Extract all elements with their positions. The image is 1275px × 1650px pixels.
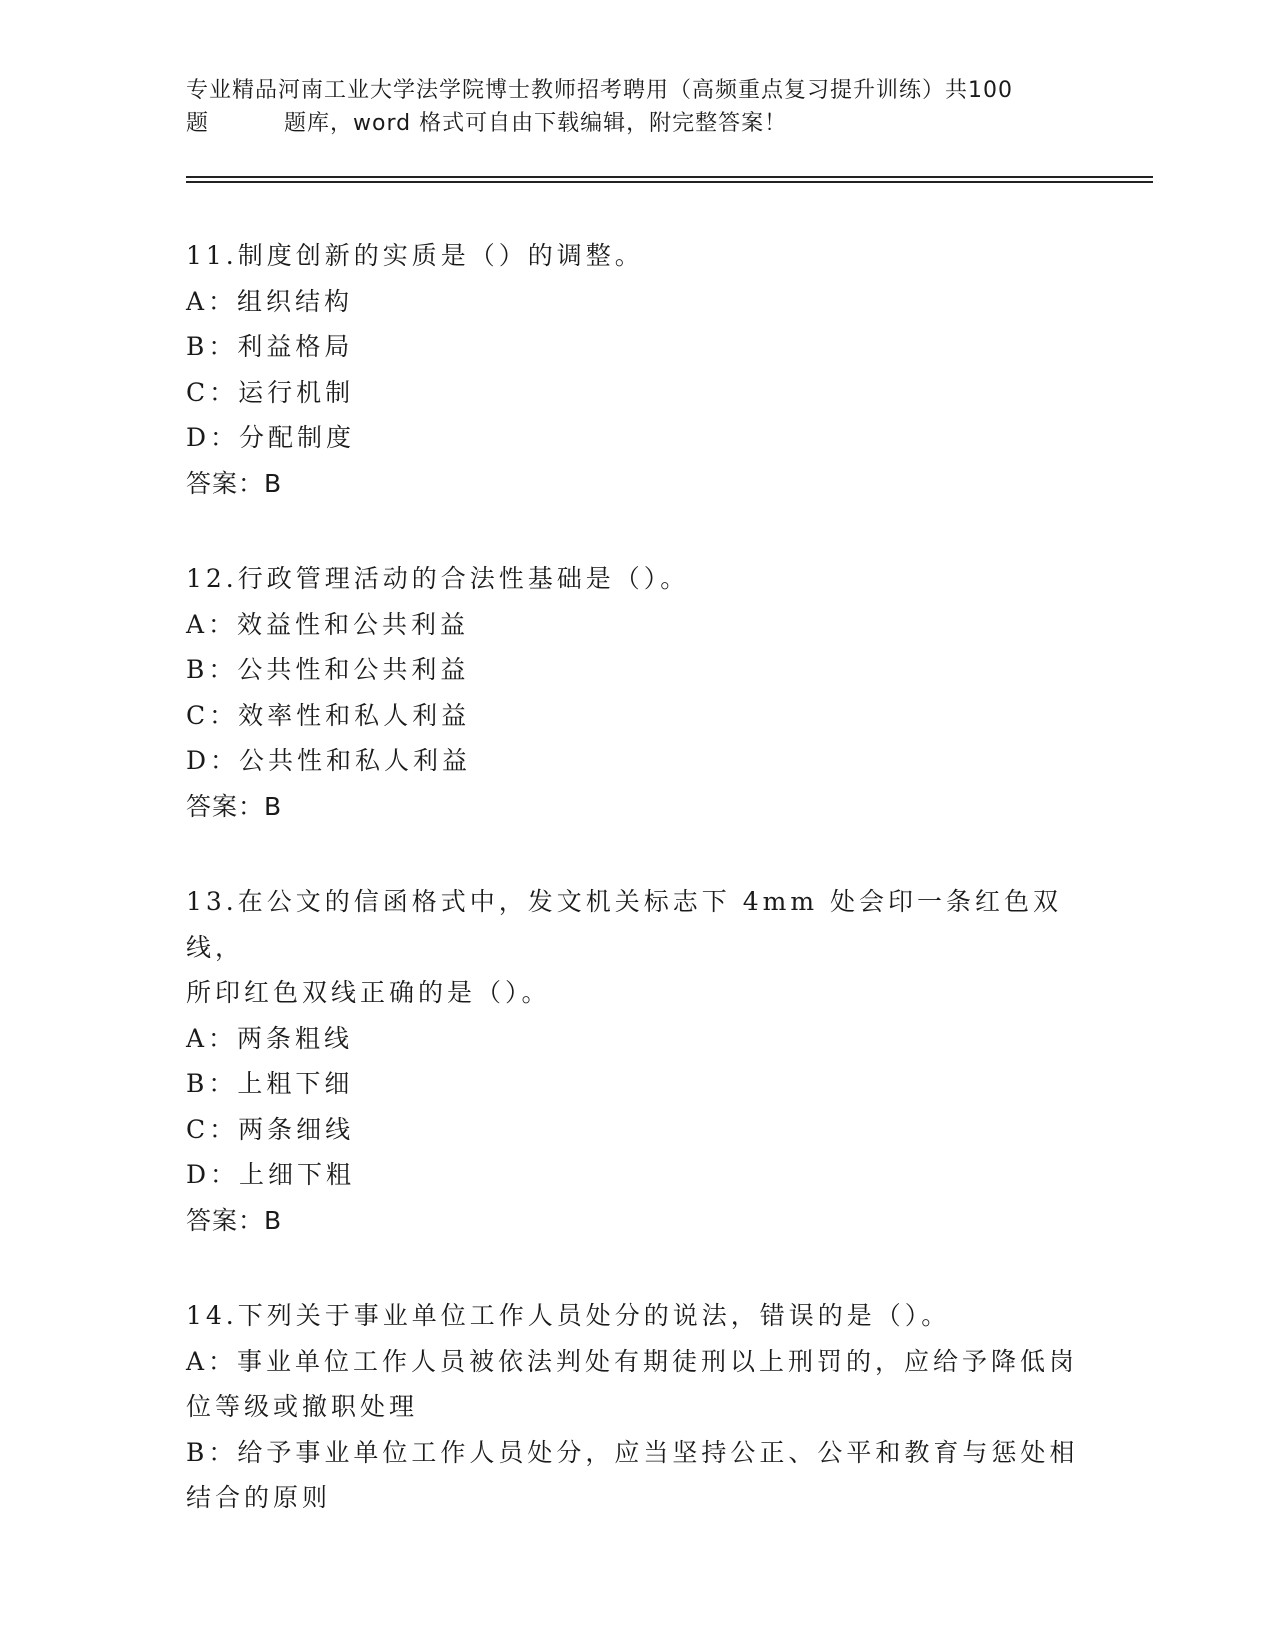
option-b-line2: 结合的原则 <box>186 1483 332 1512</box>
option-d: D：上细下粗 <box>186 1160 356 1189</box>
question-text-line2: 所印红色双线正确的是（）。 <box>186 978 551 1007</box>
option-b: B：上粗下细 <box>186 1069 354 1098</box>
question-11 <box>186 233 1086 506</box>
question-text-line1: 13.在公文的信函格式中，发文机关标志下 4mm 处会印一条红色双线， <box>186 887 1062 962</box>
question-13 <box>186 879 1086 1243</box>
header-divider-top <box>186 176 1153 178</box>
header-title-line1: 专业精品河南工业大学法学院博士教师招考聘用（高频重点复习提升训练）共100 <box>186 78 1013 103</box>
option-c: C：效率性和私人利益 <box>186 700 471 730</box>
question-text: 12.行政管理活动的合法性基础是（）。 <box>186 564 690 593</box>
question-text: 14.下列关于事业单位工作人员处分的说法，错误的是（）。 <box>186 1301 951 1330</box>
option-b: B：公共性和公共利益 <box>186 655 470 684</box>
option-d: D：公共性和私人利益 <box>186 746 472 775</box>
question-text: 11.制度创新的实质是（）的调整。 <box>186 241 644 270</box>
option-c: C：两条细线 <box>186 1114 355 1144</box>
option-d: D：分配制度 <box>186 423 356 452</box>
option-b-line1: B：给予事业单位工作人员处分，应当坚持公正、公平和教育与惩处相 <box>186 1437 1079 1467</box>
header-divider-bottom <box>186 181 1153 183</box>
option-a-line1: A：事业单位工作人员被依法判处有期徒刑以上刑罚的，应给予降低岗 <box>186 1346 1079 1376</box>
option-a-line2: 位等级或撤职处理 <box>186 1392 419 1421</box>
question-list <box>186 233 1086 1571</box>
option-a: A：组织结构 <box>186 286 354 316</box>
answer-line: 答案：B <box>186 1205 283 1235</box>
header-title-rest: 题库，word 格式可自由下载编辑，附完整答案！ <box>284 111 788 136</box>
document-header <box>186 74 1086 140</box>
option-c: C：运行机制 <box>186 377 355 407</box>
option-a: A：效益性和公共利益 <box>186 609 470 639</box>
answer-line: 答案：B <box>186 791 283 821</box>
question-14 <box>186 1293 1086 1521</box>
answer-line: 答案：B <box>186 468 283 498</box>
option-a: A：两条粗线 <box>186 1023 354 1053</box>
question-12 <box>186 556 1086 829</box>
header-title-prefix: 题 <box>186 111 210 136</box>
header-title-line2 <box>186 107 1086 140</box>
option-b: B：利益格局 <box>186 332 354 361</box>
